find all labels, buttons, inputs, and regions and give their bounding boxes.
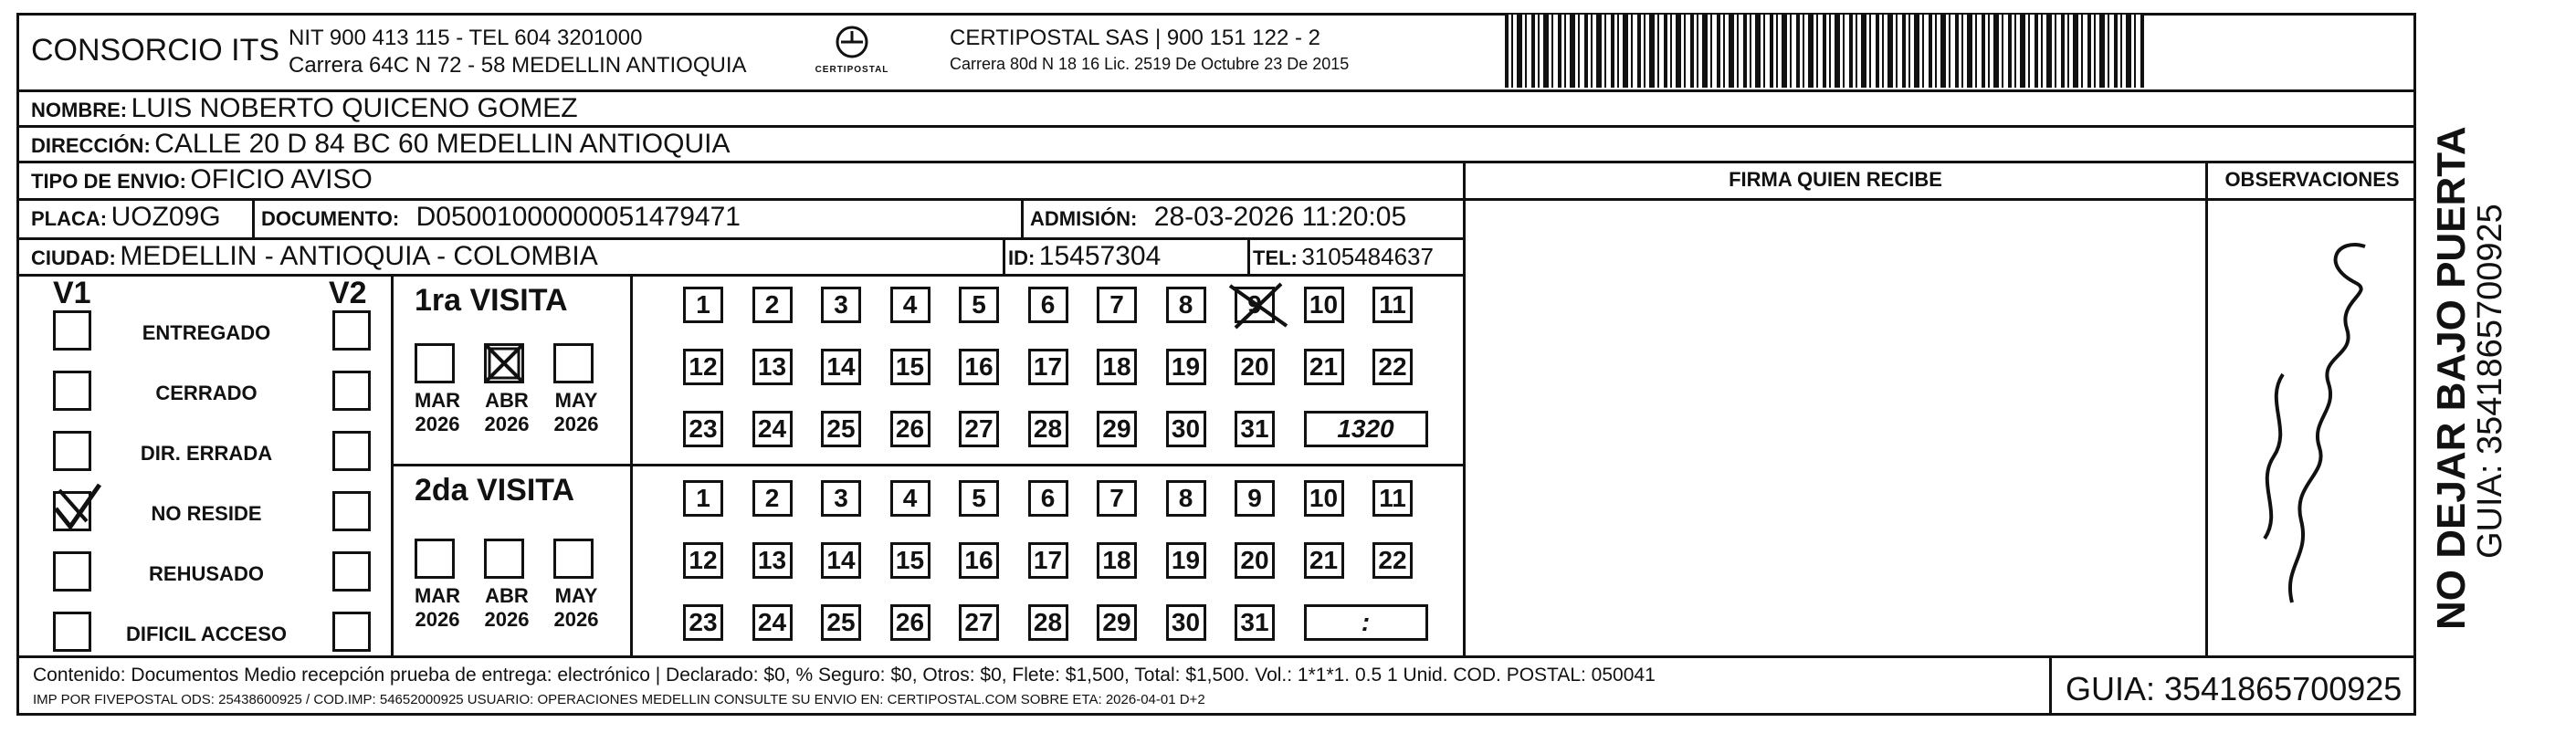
status-label: DIR. ERRADA bbox=[140, 442, 273, 465]
v2-header: V2 bbox=[329, 276, 367, 310]
firma-left-border bbox=[1463, 161, 1466, 657]
year-label: 2026 bbox=[553, 413, 599, 435]
day-box[interactable]: 5 bbox=[959, 480, 999, 517]
v1-checkbox[interactable] bbox=[53, 431, 91, 471]
admision-cell bbox=[1030, 202, 1406, 233]
direccion-row bbox=[31, 129, 730, 160]
day-box[interactable]: 30 bbox=[1166, 604, 1206, 641]
month-checkbox[interactable] bbox=[553, 343, 594, 383]
placa-value: UOZ09G bbox=[110, 202, 221, 232]
v2-checkbox[interactable] bbox=[332, 310, 371, 351]
v1-checkbox[interactable] bbox=[53, 491, 91, 531]
table-bottom bbox=[19, 655, 2416, 658]
id-cell bbox=[1008, 241, 1161, 272]
year-label: 2026 bbox=[415, 608, 460, 631]
visit2-title: 2da VISITA bbox=[415, 473, 575, 508]
company-nit: NIT 900 413 115 - TEL 604 3201000 bbox=[289, 26, 643, 50]
day-box[interactable]: 13 bbox=[752, 349, 793, 385]
day-box[interactable]: 29 bbox=[1097, 604, 1137, 641]
status-label: ENTREGADO bbox=[142, 321, 271, 344]
side-warning: NO DEJAR BAJO PUERTA bbox=[2429, 126, 2474, 630]
day-box[interactable]: 17 bbox=[1028, 349, 1068, 385]
documento-value: D05001000000051479471 bbox=[415, 202, 741, 232]
day-box[interactable]: 28 bbox=[1028, 411, 1068, 447]
obs-left-border bbox=[2205, 161, 2208, 657]
observaciones-header: OBSERVACIONES bbox=[2224, 168, 2400, 191]
documento-label: DOCUMENTO: bbox=[261, 207, 400, 230]
tel-label: TEL: bbox=[1253, 246, 1298, 269]
day-box[interactable]: 24 bbox=[752, 604, 793, 641]
day-box[interactable]: 15 bbox=[890, 349, 931, 385]
day-box[interactable]: 21 bbox=[1304, 349, 1344, 385]
admision-label: ADMISIÓN: bbox=[1030, 207, 1138, 230]
header-divider bbox=[19, 89, 2416, 92]
day-box[interactable] bbox=[1235, 287, 1275, 323]
day-box[interactable]: 26 bbox=[890, 411, 931, 447]
time-box[interactable]: : bbox=[1304, 604, 1428, 641]
ciudad-value: MEDELLIN - ANTIOQUIA - COLOMBIA bbox=[120, 241, 598, 271]
day-box[interactable]: 31 bbox=[1235, 604, 1275, 641]
day-box[interactable]: 22 bbox=[1372, 542, 1413, 579]
visit1-title: 1ra VISITA bbox=[415, 283, 568, 318]
day-box[interactable]: 9 bbox=[1235, 480, 1275, 517]
day-box[interactable]: 1 bbox=[683, 287, 723, 323]
day-box[interactable]: 27 bbox=[959, 411, 999, 447]
month-label: MAR bbox=[414, 584, 461, 607]
day-number: 9 bbox=[1247, 290, 1262, 319]
day-box[interactable]: 14 bbox=[821, 349, 861, 385]
day-box[interactable]: 6 bbox=[1028, 287, 1068, 323]
day-box[interactable]: 14 bbox=[821, 542, 861, 579]
firma-header-divider bbox=[1463, 198, 2416, 201]
placa-label: PLACA: bbox=[31, 207, 108, 230]
day-box[interactable]: 20 bbox=[1235, 349, 1275, 385]
day-box[interactable]: 10 bbox=[1304, 287, 1344, 323]
footer-contenido: Contenido: Documentos Medio recepción prueba de entrega: electrónico | Declarado: $0, % Seguro: $0, Otros: $0, Flete: $1,500, Total: $1,500. Vol.: 1*1*1. 0.5 1 Unid. COD. POSTAL: 050041 bbox=[33, 665, 1656, 686]
carrier-license: Carrera 80d N 18 16 Lic. 2519 De Octubre 23 De 2015 bbox=[950, 55, 1350, 73]
direccion-label: DIRECCIÓN: bbox=[31, 134, 151, 157]
day-box[interactable]: 16 bbox=[959, 542, 999, 579]
year-label: 2026 bbox=[553, 608, 599, 631]
company-address: Carrera 64C N 72 - 58 MEDELLIN ANTIOQUIA bbox=[289, 53, 747, 78]
firma-header: FIRMA QUIEN RECIBE bbox=[1729, 168, 1942, 191]
id-label: ID: bbox=[1008, 246, 1036, 269]
direccion-value: CALLE 20 D 84 BC 60 MEDELLIN ANTIOQUIA bbox=[154, 129, 731, 159]
nombre-value: LUIS NOBERTO QUICENO GOMEZ bbox=[131, 93, 578, 123]
side-guia: GUIA: 3541865700925 bbox=[2471, 204, 2509, 559]
year-label: 2026 bbox=[484, 608, 530, 631]
day-box[interactable]: 7 bbox=[1097, 480, 1137, 517]
day-box[interactable]: 5 bbox=[959, 287, 999, 323]
day-box[interactable]: 23 bbox=[683, 604, 723, 641]
status-label: NO RESIDE bbox=[151, 502, 262, 525]
day-box[interactable]: 12 bbox=[683, 542, 723, 579]
carrier-name: CERTIPOSTAL SAS | 900 151 122 - 2 bbox=[950, 26, 1320, 50]
day-box[interactable]: 11 bbox=[1372, 480, 1413, 517]
cross-mark-icon bbox=[484, 343, 524, 383]
day-box[interactable]: 25 bbox=[821, 604, 861, 641]
day-box[interactable]: 28 bbox=[1028, 604, 1068, 641]
day-box[interactable]: 6 bbox=[1028, 480, 1068, 517]
nombre-row bbox=[31, 93, 578, 124]
observaciones-handwriting bbox=[2228, 228, 2402, 630]
ciudad-row bbox=[31, 241, 598, 272]
row-divider bbox=[19, 125, 2416, 128]
day-box[interactable]: 15 bbox=[890, 542, 931, 579]
v2-checkbox[interactable] bbox=[332, 371, 371, 411]
day-box[interactable]: 4 bbox=[890, 287, 931, 323]
logo-text: CERTIPOSTAL bbox=[815, 65, 889, 75]
v1-header: V1 bbox=[53, 276, 91, 310]
month-checkbox[interactable] bbox=[553, 539, 594, 579]
day-box[interactable]: 8 bbox=[1166, 480, 1206, 517]
month-checkbox[interactable] bbox=[484, 343, 524, 383]
year-label: 2026 bbox=[484, 413, 530, 435]
month-label: MAY bbox=[554, 389, 598, 412]
day-box[interactable]: 12 bbox=[683, 349, 723, 385]
row-divider bbox=[19, 198, 1466, 201]
v1-checkbox[interactable] bbox=[53, 612, 91, 652]
day-box[interactable]: 1 bbox=[683, 480, 723, 517]
tipo-label: TIPO DE ENVIO: bbox=[31, 170, 186, 193]
v2-checkbox[interactable] bbox=[332, 551, 371, 592]
day-box[interactable]: 10 bbox=[1304, 480, 1344, 517]
day-box[interactable]: 24 bbox=[752, 411, 793, 447]
v1-checkbox[interactable] bbox=[53, 551, 91, 592]
day-box[interactable]: 21 bbox=[1304, 542, 1344, 579]
day-box[interactable]: 18 bbox=[1097, 349, 1137, 385]
day-box[interactable]: 31 bbox=[1235, 411, 1275, 447]
day-box[interactable]: 18 bbox=[1097, 542, 1137, 579]
month-checkbox[interactable] bbox=[484, 539, 524, 579]
day-box[interactable]: 17 bbox=[1028, 542, 1068, 579]
day-box[interactable]: 19 bbox=[1166, 542, 1206, 579]
day-box[interactable]: 27 bbox=[959, 604, 999, 641]
row-divider bbox=[19, 161, 2416, 163]
day-box[interactable]: 22 bbox=[1372, 349, 1413, 385]
cross-mark-icon bbox=[1226, 280, 1290, 331]
placa-row bbox=[31, 202, 221, 233]
status-label: CERRADO bbox=[155, 382, 258, 404]
month-checkbox[interactable] bbox=[415, 343, 455, 383]
documento-cell bbox=[261, 202, 741, 233]
month-label: ABR bbox=[485, 389, 529, 412]
tel-cell bbox=[1253, 243, 1434, 271]
day-box[interactable]: 16 bbox=[959, 349, 999, 385]
year-label: 2026 bbox=[415, 413, 460, 435]
month-label: ABR bbox=[485, 584, 529, 607]
month-label: MAY bbox=[554, 584, 598, 607]
tel-value: 3105484637 bbox=[1301, 243, 1434, 270]
v2-checkbox[interactable] bbox=[332, 431, 371, 471]
v1-checkbox[interactable] bbox=[53, 371, 91, 411]
day-box[interactable]: 20 bbox=[1235, 542, 1275, 579]
nombre-label: NOMBRE: bbox=[31, 99, 128, 121]
v1-checkbox[interactable] bbox=[53, 310, 91, 351]
day-box[interactable]: 11 bbox=[1372, 287, 1413, 323]
certipostal-logo-icon bbox=[834, 24, 870, 60]
month-label: MAR bbox=[414, 389, 461, 412]
certipostal-logo bbox=[811, 24, 893, 79]
cell-divider bbox=[1003, 237, 1005, 274]
day-box[interactable]: 7 bbox=[1097, 287, 1137, 323]
day-box[interactable]: 25 bbox=[821, 411, 861, 447]
day-box[interactable]: 3 bbox=[821, 480, 861, 517]
day-box[interactable]: 2 bbox=[752, 480, 793, 517]
footer-guia: GUIA: 3541865700925 bbox=[2066, 670, 2403, 707]
cell-divider bbox=[1247, 237, 1250, 274]
v2-checkbox[interactable] bbox=[332, 612, 371, 652]
day-box[interactable]: 19 bbox=[1166, 349, 1206, 385]
admision-value: 28-03-2026 11:20:05 bbox=[1153, 202, 1407, 232]
id-value: 15457304 bbox=[1038, 241, 1162, 271]
check-mark-icon bbox=[50, 481, 105, 536]
day-box[interactable]: 23 bbox=[683, 411, 723, 447]
company-name: CONSORCIO ITS bbox=[31, 33, 280, 68]
day-box[interactable]: 3 bbox=[821, 287, 861, 323]
cell-divider bbox=[1021, 198, 1024, 237]
day-box[interactable]: 8 bbox=[1166, 287, 1206, 323]
month-checkbox[interactable] bbox=[415, 539, 455, 579]
day-box[interactable]: 30 bbox=[1166, 411, 1206, 447]
day-box[interactable]: 4 bbox=[890, 480, 931, 517]
day-box[interactable]: 2 bbox=[752, 287, 793, 323]
barcode bbox=[1505, 15, 2144, 88]
day-box[interactable]: 29 bbox=[1097, 411, 1137, 447]
visit-divider bbox=[391, 464, 1463, 466]
footer-divider bbox=[2049, 655, 2052, 716]
status-label: DIFICIL ACCESO bbox=[125, 623, 287, 645]
tipo-row bbox=[31, 164, 373, 195]
day-box[interactable]: 13 bbox=[752, 542, 793, 579]
v2-checkbox[interactable] bbox=[332, 491, 371, 531]
status-label: REHUSADO bbox=[149, 562, 264, 585]
day-box[interactable]: 26 bbox=[890, 604, 931, 641]
row-divider bbox=[19, 274, 1466, 277]
tipo-value: OFICIO AVISO bbox=[190, 164, 373, 194]
ciudad-label: CIUDAD: bbox=[31, 246, 116, 269]
time-box[interactable]: 1320 bbox=[1304, 411, 1428, 447]
cell-divider bbox=[252, 198, 255, 237]
footer-imp: IMP POR FIVEPOSTAL ODS: 25438600925 / COD.IMP: 54652000925 USUARIO: OPERACIONES MEDELLIN CONSULTE SU ENVIO EN: CERTIPOSTAL.COM SOBRE ETA: 2026-04-01 D+2 bbox=[33, 692, 1205, 707]
